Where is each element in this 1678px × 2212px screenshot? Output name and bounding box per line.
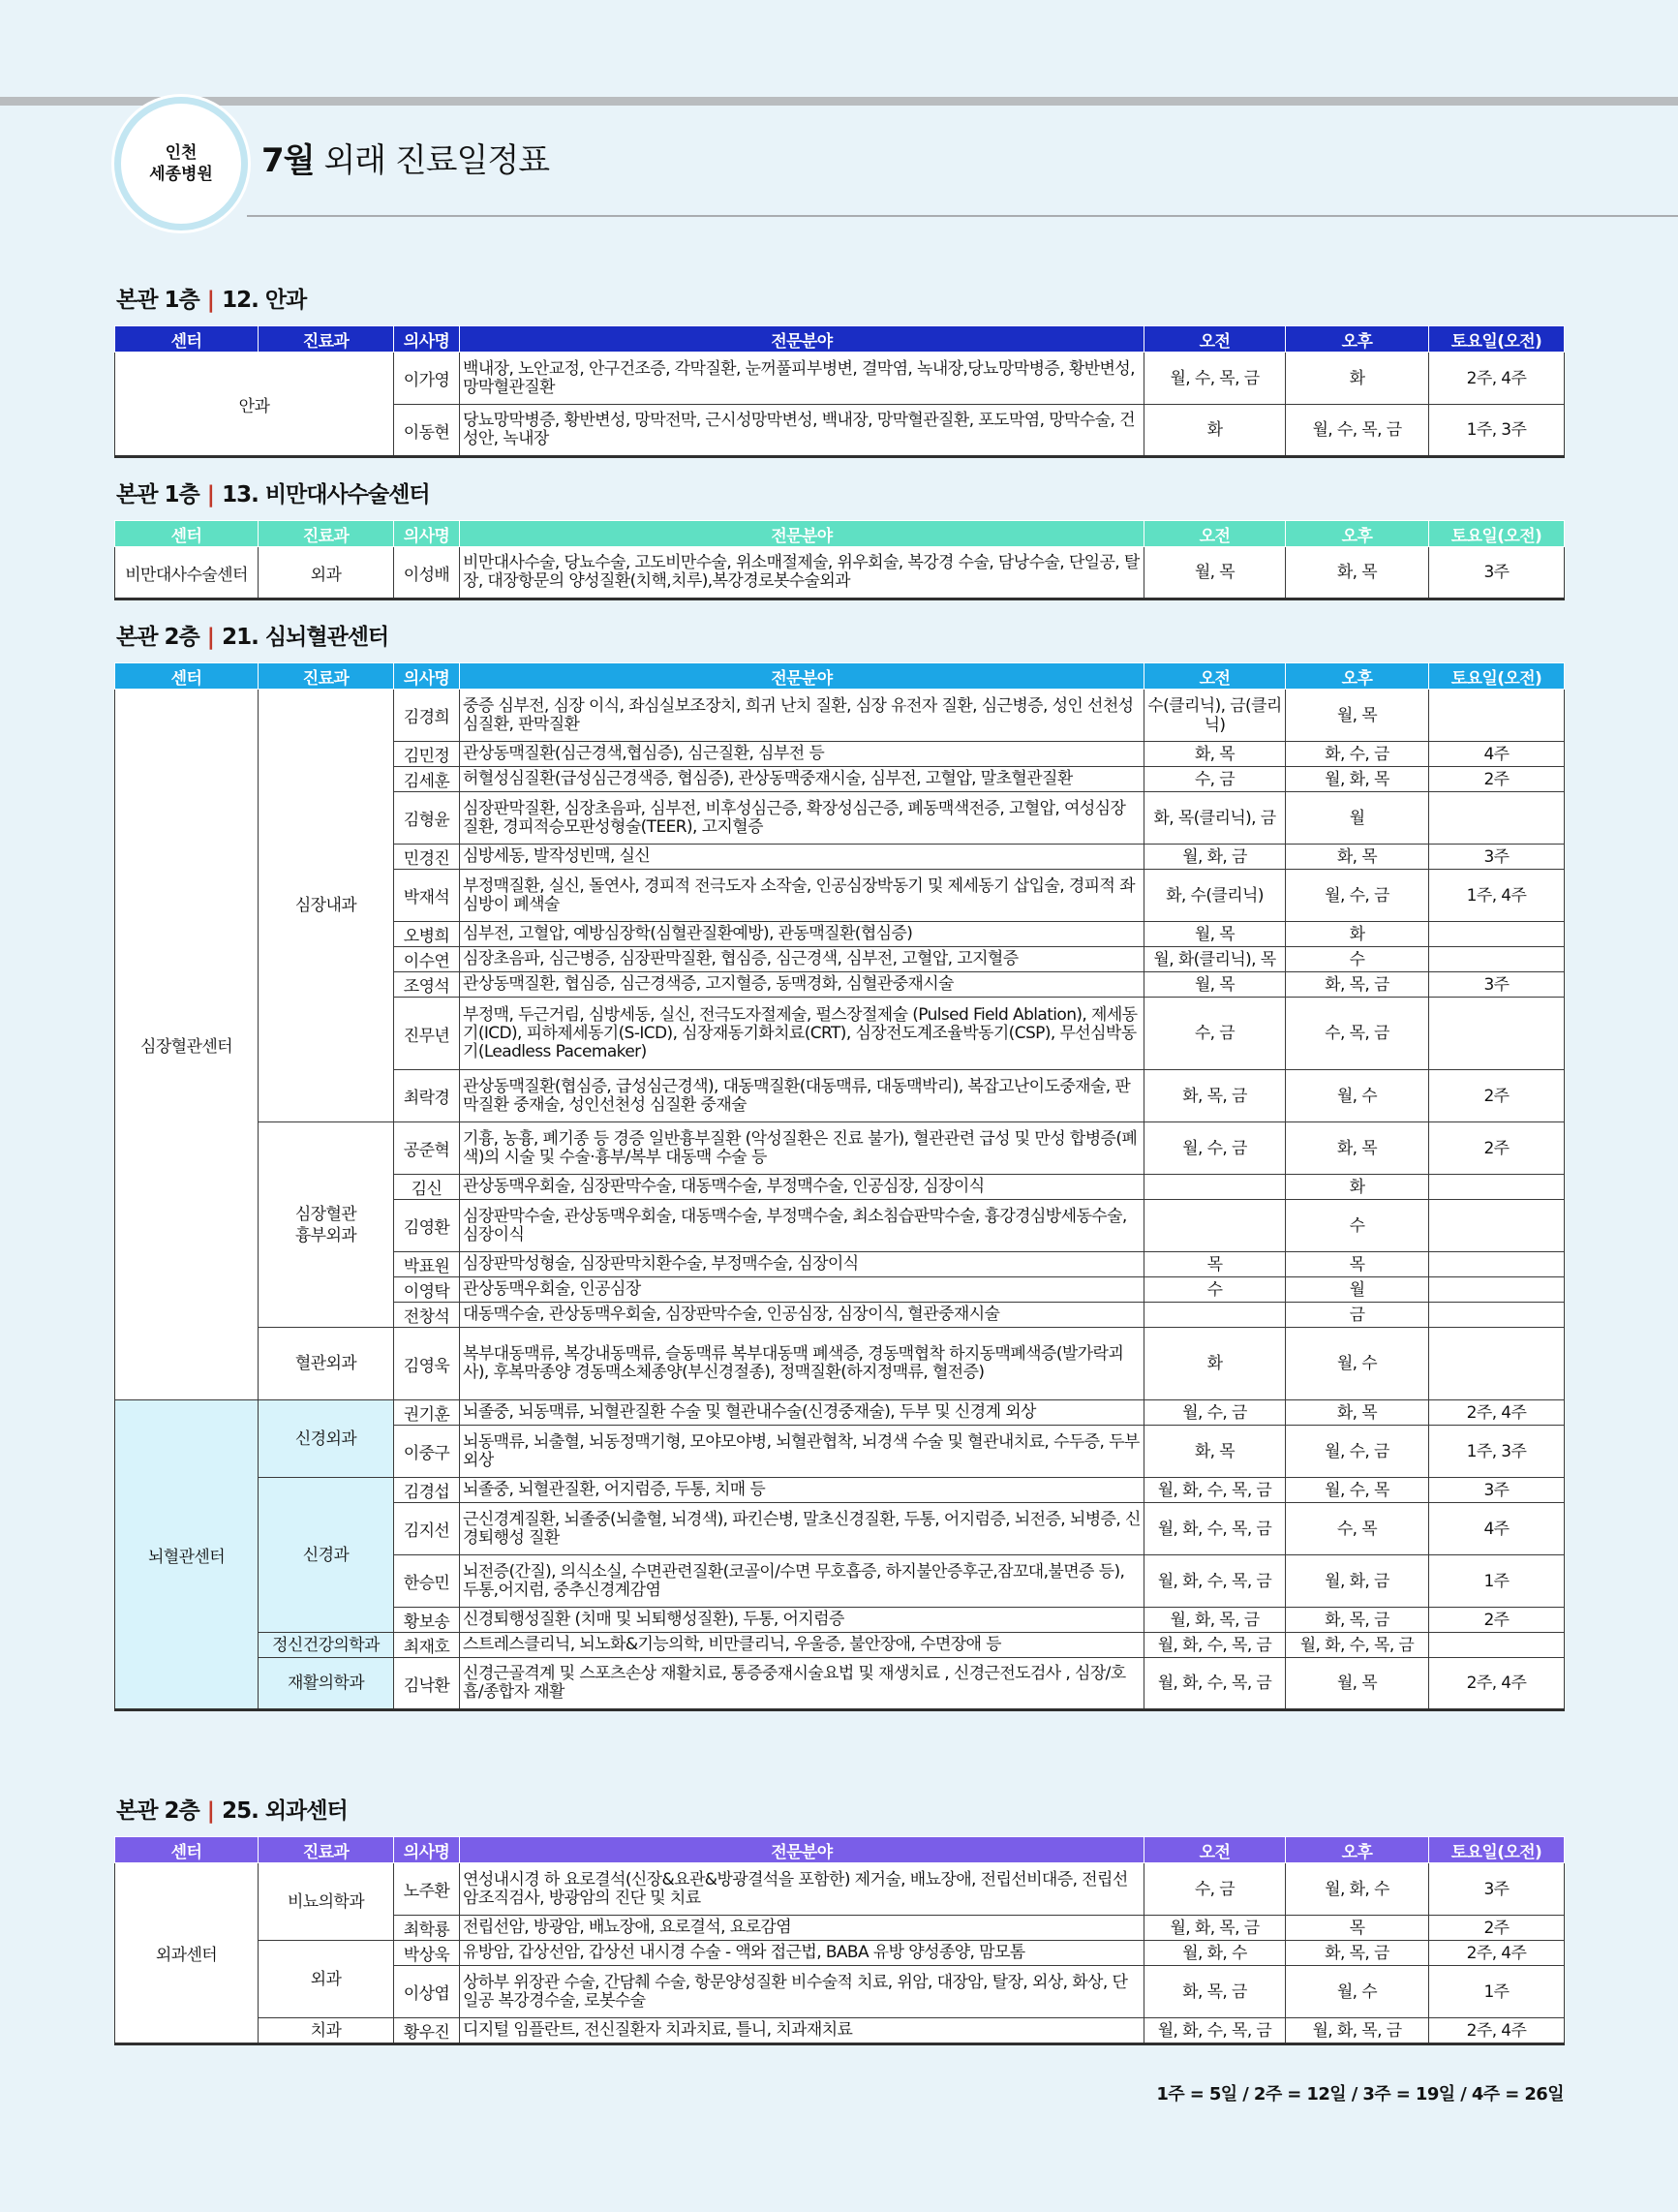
col-header: 센터: [115, 1837, 259, 1863]
col-header: 오후: [1286, 521, 1429, 547]
section-name: 12. 안과: [222, 288, 307, 313]
specialty: 관상동맥질환(협심증, 급성심근경색), 대동맥질환(대동맥류, 대동맥박리), 복잡고난이도중재술, 판막질환 중재술, 성인선천성 심질환 중재술: [460, 1070, 1144, 1122]
saturday-weeks: [1429, 792, 1565, 845]
saturday-weeks: [1429, 690, 1565, 742]
pm-days: 월, 화, 목: [1286, 767, 1429, 792]
pm-days: 화, 목: [1286, 1122, 1429, 1175]
table-header-row: [115, 521, 1565, 547]
dept-cell: 혈관외과: [259, 1328, 394, 1400]
col-header: 토요일(오전): [1429, 663, 1565, 690]
pm-days: 수, 목, 금: [1286, 998, 1429, 1070]
col-header: 의사명: [394, 521, 460, 547]
table-row: [115, 1941, 1565, 1966]
table-row: [115, 690, 1565, 742]
am-days: 화, 목, 금: [1144, 1070, 1286, 1122]
pm-days: 수: [1286, 1200, 1429, 1252]
saturday-weeks: [1429, 1303, 1565, 1328]
saturday-weeks: [1429, 1252, 1565, 1277]
am-days: 월, 화, 목, 금: [1144, 1916, 1286, 1941]
center-cell: 외과센터: [115, 1863, 259, 2044]
saturday-weeks: 1주: [1429, 1555, 1565, 1608]
saturday-weeks: 1주, 3주: [1429, 1426, 1565, 1478]
pm-days: 화, 수, 금: [1286, 742, 1429, 767]
pm-days: 월, 화, 수: [1286, 1863, 1429, 1916]
pm-days: 월, 목: [1286, 1658, 1429, 1710]
am-days: 화: [1144, 405, 1286, 457]
specialty: 전립선암, 방광암, 배뇨장애, 요로결석, 요로감염: [460, 1916, 1144, 1941]
specialty: 뇌졸중, 뇌혈관질환, 어지럼증, 두통, 치매 등: [460, 1478, 1144, 1503]
specialty: 허혈성심질환(급성심근경색증, 협심증), 관상동맥중재시술, 심부전, 고혈압, 말초혈관질환: [460, 767, 1144, 792]
col-header: 오후: [1286, 326, 1429, 353]
dept-cell: 심장혈관 흉부외과: [259, 1122, 394, 1328]
specialty: 부정맥질환, 실신, 돌연사, 경피적 전극도자 소작술, 인공심장박동기 및 제세동기 삽입술, 경피적 좌심방이 폐색술: [460, 870, 1144, 922]
saturday-weeks: 2주: [1429, 1070, 1565, 1122]
schedule-table-surgery: [114, 1836, 1565, 2045]
pm-days: 화, 목: [1286, 1400, 1429, 1426]
am-days: 화, 수(클리닉): [1144, 870, 1286, 922]
specialty: 관상동맥우회술, 심장판막수술, 대동맥수술, 부정맥수술, 인공심장, 심장이식: [460, 1175, 1144, 1200]
saturday-weeks: 3주: [1429, 547, 1565, 599]
pm-days: 화, 목, 금: [1286, 1608, 1429, 1633]
table-row: [115, 1478, 1565, 1503]
section-name: 25. 외과센터: [222, 1798, 348, 1824]
doctor-name: 김경섭: [394, 1478, 460, 1503]
doctor-name: 이영탁: [394, 1277, 460, 1303]
specialty: 상하부 위장관 수술, 간담췌 수술, 항문양성질환 비수술적 치료, 위암, 대장암, 탈장, 외상, 화상, 단일공 복강경수술, 로봇수술: [460, 1966, 1144, 2018]
title-text: 외래 진료일정표: [314, 141, 550, 180]
col-header: 센터: [115, 521, 259, 547]
saturday-weeks: 3주: [1429, 972, 1565, 998]
pm-days: 수, 목: [1286, 1503, 1429, 1555]
specialty: 뇌전증(간질), 의식소실, 수면관련질환(코골이/수면 무호흡증, 하지불안증후군,잠꼬대,불면증 등), 두통,어지럼, 중추신경계감염: [460, 1555, 1144, 1608]
am-days: 월, 화, 수, 목, 금: [1144, 2018, 1286, 2044]
specialty: 심장판막수술, 관상동맥우회술, 대동맥수술, 부정맥수술, 최소침습판막수술, 흉강경심방세동수술, 심장이식: [460, 1200, 1144, 1252]
pm-days: 수: [1286, 947, 1429, 972]
doctor-name: 김경희: [394, 690, 460, 742]
schedule-table-cardio-cerebro: [114, 662, 1565, 1711]
am-days: 월, 화, 수, 목, 금: [1144, 1555, 1286, 1608]
pm-days: 월, 수: [1286, 1070, 1429, 1122]
am-days: 화: [1144, 1328, 1286, 1400]
saturday-weeks: 3주: [1429, 1478, 1565, 1503]
page-title: [261, 134, 549, 181]
col-header: 전문분야: [460, 326, 1144, 353]
am-days: [1144, 1200, 1286, 1252]
am-days: 월, 화, 목, 금: [1144, 1608, 1286, 1633]
pm-days: 월, 화, 목, 금: [1286, 2018, 1429, 2044]
doctor-name: 박표원: [394, 1252, 460, 1277]
specialty: 뇌졸중, 뇌동맥류, 뇌혈관질환 수술 및 혈관내수술(신경중재술), 두부 및 신경계 외상: [460, 1400, 1144, 1426]
specialty: 관상동맥질환, 협심증, 심근경색증, 고지혈증, 동맥경화, 심혈관중재시술: [460, 972, 1144, 998]
pm-days: 월, 화, 수, 목, 금: [1286, 1633, 1429, 1658]
pm-days: 월, 수, 목, 금: [1286, 405, 1429, 457]
section-heading-bariatric: 본관 1층 | 13. 비만대사수술센터: [116, 482, 430, 507]
doctor-name: 이가영: [394, 353, 460, 405]
center-cell: 심장혈관센터: [115, 690, 259, 1400]
am-days: 월, 화, 수, 목, 금: [1144, 1503, 1286, 1555]
saturday-weeks: 2주: [1429, 767, 1565, 792]
specialty: 중증 심부전, 심장 이식, 좌심실보조장치, 희귀 난치 질환, 심장 유전자 질환, 심근병증, 성인 선천성 심질환, 판막질환: [460, 690, 1144, 742]
specialty: 관상동맥우회술, 인공심장: [460, 1277, 1144, 1303]
section-floor: 본관 1층: [116, 482, 199, 507]
specialty: 연성내시경 하 요로결석(신장&요관&방광결석을 포함한) 제거술, 배뇨장애, 전립선비대증, 전립선암조직검사, 방광암의 진단 및 치료: [460, 1863, 1144, 1916]
am-days: 수, 금: [1144, 1863, 1286, 1916]
doctor-name: 이상엽: [394, 1966, 460, 2018]
am-days: 화, 목: [1144, 742, 1286, 767]
col-header: 전문분야: [460, 521, 1144, 547]
saturday-weeks: 2주: [1429, 1608, 1565, 1633]
doctor-name: 김민정: [394, 742, 460, 767]
am-days: 월, 화(클리닉), 목: [1144, 947, 1286, 972]
doctor-name: 김영환: [394, 1200, 460, 1252]
saturday-weeks: 1주: [1429, 1966, 1565, 2018]
col-header: 진료과: [259, 1837, 394, 1863]
doctor-name: 최학룡: [394, 1916, 460, 1941]
doctor-name: 김낙환: [394, 1658, 460, 1710]
title-month: 7월: [261, 141, 315, 180]
table-row: [115, 547, 1565, 599]
table-row: [115, 1328, 1565, 1400]
logo-line1: 인천: [165, 143, 198, 163]
specialty: 백내장, 노안교정, 안구건조증, 각막질환, 눈꺼풀피부병변, 결막염, 녹내장,당뇨망막병증, 황반변성, 망막혈관질환: [460, 353, 1144, 405]
doctor-name: 오병희: [394, 922, 460, 947]
pm-days: 월, 수: [1286, 1966, 1429, 2018]
saturday-weeks: [1429, 922, 1565, 947]
saturday-weeks: [1429, 947, 1565, 972]
saturday-weeks: 3주: [1429, 845, 1565, 870]
specialty: 디지털 임플란트, 전신질환자 치과치료, 틀니, 치과재치료: [460, 2018, 1144, 2044]
title-divider: [247, 215, 1678, 217]
am-days: 수, 금: [1144, 998, 1286, 1070]
doctor-name: 전창석: [394, 1303, 460, 1328]
doctor-name: 최재호: [394, 1633, 460, 1658]
col-header: 진료과: [259, 663, 394, 690]
am-days: [1144, 1175, 1286, 1200]
pm-days: 화, 목, 금: [1286, 1941, 1429, 1966]
am-days: 월, 수, 금: [1144, 1400, 1286, 1426]
dept-cell: 치과: [259, 2018, 394, 2044]
doctor-name: 김지선: [394, 1503, 460, 1555]
col-header: 오전: [1144, 1837, 1286, 1863]
logo-line2: 세종병원: [149, 165, 213, 184]
col-header: 전문분야: [460, 1837, 1144, 1863]
hospital-logo: [114, 97, 248, 230]
specialty: 유방암, 갑상선암, 갑상선 내시경 수술 - 액와 접근법, BABA 유방 양성종양, 맘모톰: [460, 1941, 1144, 1966]
footnote: 1주 = 5일 / 2주 = 12일 / 3주 = 19일 / 4주 = 26일: [1156, 2084, 1564, 2104]
pm-days: 화, 목, 금: [1286, 972, 1429, 998]
pm-days: 화: [1286, 353, 1429, 405]
doctor-name: 민경진: [394, 845, 460, 870]
col-header: 오전: [1144, 326, 1286, 353]
center-cell: 안과: [115, 353, 394, 457]
saturday-weeks: 1주, 4주: [1429, 870, 1565, 922]
am-days: 월, 화, 수, 목, 금: [1144, 1658, 1286, 1710]
section-heading-cardio-cerebro: 본관 2층 | 21. 심뇌혈관센터: [116, 625, 389, 650]
dept-cell: 재활의학과: [259, 1658, 394, 1710]
col-header: 토요일(오전): [1429, 1837, 1565, 1863]
doctor-name: 박상욱: [394, 1941, 460, 1966]
saturday-weeks: 4주: [1429, 1503, 1565, 1555]
pm-days: 월, 수, 금: [1286, 870, 1429, 922]
dept-cell: 외과: [259, 547, 394, 599]
col-header: 진료과: [259, 521, 394, 547]
center-cell: 뇌혈관센터: [115, 1400, 259, 1710]
saturday-weeks: 2주, 4주: [1429, 1658, 1565, 1710]
am-days: 월, 수, 금: [1144, 1122, 1286, 1175]
col-header: 의사명: [394, 1837, 460, 1863]
col-header: 오전: [1144, 663, 1286, 690]
doctor-name: 황보송: [394, 1608, 460, 1633]
am-days: [1144, 1303, 1286, 1328]
doctor-name: 이수연: [394, 947, 460, 972]
saturday-weeks: 2주, 4주: [1429, 353, 1565, 405]
section-name: 21. 심뇌혈관센터: [222, 625, 389, 650]
pm-days: 화: [1286, 922, 1429, 947]
am-days: 화, 목: [1144, 1426, 1286, 1478]
section-heading-surgery: 본관 2층 | 25. 외과센터: [116, 1798, 348, 1824]
doctor-name: 한승민: [394, 1555, 460, 1608]
am-days: 월, 화, 수, 목, 금: [1144, 1633, 1286, 1658]
doctor-name: 이성배: [394, 547, 460, 599]
doctor-name: 김영욱: [394, 1328, 460, 1400]
specialty: 심장판막질환, 심장초음파, 심부전, 비후성심근증, 확장성심근증, 폐동맥색전증, 고혈압, 여성심장질환, 경피적승모판성형술(TEER), 고지혈증: [460, 792, 1144, 845]
doctor-name: 진무년: [394, 998, 460, 1070]
specialty: 근신경계질환, 뇌졸중(뇌출혈, 뇌경색), 파킨슨병, 말초신경질환, 두통, 어지럼증, 뇌전증, 뇌병증, 신경퇴행성 질환: [460, 1503, 1144, 1555]
pm-days: 목: [1286, 1916, 1429, 1941]
specialty: 기흉, 농흉, 폐기종 등 경증 일반흉부질환 (악성질환은 진료 불가), 혈관관련 급성 및 만성 합병증(폐색)의 시술 및 수술·흉부/복부 대동맥 수술 등: [460, 1122, 1144, 1175]
specialty: 스트레스클리닉, 뇌노화&기능의학, 비만클리닉, 우울증, 불안장애, 수면장애 등: [460, 1633, 1144, 1658]
pm-days: 화, 목: [1286, 845, 1429, 870]
specialty: 심방세동, 발작성빈맥, 실신: [460, 845, 1144, 870]
saturday-weeks: 2주: [1429, 1122, 1565, 1175]
section-floor: 본관 1층: [116, 288, 199, 313]
col-header: 오후: [1286, 1837, 1429, 1863]
table-header-row: [115, 326, 1565, 353]
am-days: 월, 화, 수, 목, 금: [1144, 1478, 1286, 1503]
table-row: [115, 1400, 1565, 1426]
section-floor: 본관 2층: [116, 625, 199, 650]
saturday-weeks: 2주: [1429, 1916, 1565, 1941]
specialty: 당뇨망막병증, 황반변성, 망막전막, 근시성망막변성, 백내장, 망막혈관질환, 포도막염, 망막수술, 건성안, 녹내장: [460, 405, 1144, 457]
specialty: 신경퇴행성질환 (치매 및 뇌퇴행성질환), 두통, 어지럼증: [460, 1608, 1144, 1633]
specialty: 심장초음파, 심근병증, 심장판막질환, 협심증, 심근경색, 심부전, 고혈압, 고지혈증: [460, 947, 1144, 972]
pm-days: 월: [1286, 792, 1429, 845]
table-row: [115, 1658, 1565, 1710]
table-header-row: [115, 1837, 1565, 1863]
col-header: 오전: [1144, 521, 1286, 547]
doctor-name: 노주환: [394, 1863, 460, 1916]
table-row: [115, 1122, 1565, 1175]
col-header: 토요일(오전): [1429, 326, 1565, 353]
col-header: 진료과: [259, 326, 394, 353]
pm-days: 월, 수, 금: [1286, 1426, 1429, 1478]
col-header: 전문분야: [460, 663, 1144, 690]
am-days: 월, 화, 금: [1144, 845, 1286, 870]
dept-cell: 신경외과: [259, 1400, 394, 1478]
specialty: 신경근골격계 및 스포츠손상 재활치료, 통증중재시술요법 및 재생치료 , 신경근전도검사 , 심장/호흡/종합자 재활: [460, 1658, 1144, 1710]
dept-cell: 비뇨의학과: [259, 1863, 394, 1941]
center-cell: 비만대사수술센터: [115, 547, 259, 599]
doctor-name: 이동현: [394, 405, 460, 457]
specialty: 심부전, 고혈압, 예방심장학(심혈관질환예방), 관동맥질환(협심증): [460, 922, 1144, 947]
am-days: 월, 수, 목, 금: [1144, 353, 1286, 405]
saturday-weeks: 2주, 4주: [1429, 2018, 1565, 2044]
pm-days: 월, 수: [1286, 1328, 1429, 1400]
pm-days: 월: [1286, 1277, 1429, 1303]
pm-days: 금: [1286, 1303, 1429, 1328]
saturday-weeks: [1429, 1175, 1565, 1200]
col-header: 토요일(오전): [1429, 521, 1565, 547]
am-days: 수(클리닉), 금(클리닉): [1144, 690, 1286, 742]
saturday-weeks: 4주: [1429, 742, 1565, 767]
am-days: 월, 목: [1144, 972, 1286, 998]
saturday-weeks: [1429, 1328, 1565, 1400]
schedule-table-ophthalmology: [114, 325, 1565, 458]
am-days: 월, 목: [1144, 547, 1286, 599]
doctor-name: 최락경: [394, 1070, 460, 1122]
doctor-name: 김형윤: [394, 792, 460, 845]
saturday-weeks: 1주, 3주: [1429, 405, 1565, 457]
table-header-row: [115, 663, 1565, 690]
saturday-weeks: [1429, 998, 1565, 1070]
saturday-weeks: 2주, 4주: [1429, 1941, 1565, 1966]
table-row: [115, 353, 1565, 405]
table-row: [115, 1633, 1565, 1658]
doctor-name: 김신: [394, 1175, 460, 1200]
specialty: 비만대사수술, 당뇨수술, 고도비만수술, 위소매절제술, 위우회술, 복강경 수술, 담낭수술, 단일공, 탈장, 대장항문의 양성질환(치핵,치루),복강경로봇수술외과: [460, 547, 1144, 599]
dept-cell: 신경과: [259, 1478, 394, 1633]
saturday-weeks: [1429, 1277, 1565, 1303]
col-header: 센터: [115, 326, 259, 353]
pm-days: 화, 목: [1286, 547, 1429, 599]
doctor-name: 공준혁: [394, 1122, 460, 1175]
am-days: 화, 목, 금: [1144, 1966, 1286, 2018]
pm-days: 월, 화, 금: [1286, 1555, 1429, 1608]
saturday-weeks: 2주, 4주: [1429, 1400, 1565, 1426]
specialty: 복부대동맥류, 복강내동맥류, 슬동맥류 복부대동맥 폐색증, 경동맥협착 하지동맥폐색증(발가락괴사), 후복막종양 경동맥소체종양(부신경절종), 정맥질환(하지정맥류, 혈전증): [460, 1328, 1144, 1400]
section-floor: 본관 2층: [116, 1798, 199, 1824]
dept-cell: 심장내과: [259, 690, 394, 1122]
dept-cell: 외과: [259, 1941, 394, 2018]
doctor-name: 박재석: [394, 870, 460, 922]
specialty: 관상동맥질환(심근경색,협심증), 심근질환, 심부전 등: [460, 742, 1144, 767]
dept-cell: 정신건강의학과: [259, 1633, 394, 1658]
col-header: 센터: [115, 663, 259, 690]
pm-days: 월, 목: [1286, 690, 1429, 742]
schedule-table-bariatric: [114, 520, 1565, 600]
saturday-weeks: 3주: [1429, 1863, 1565, 1916]
pm-days: 월, 수, 목: [1286, 1478, 1429, 1503]
doctor-name: 권기훈: [394, 1400, 460, 1426]
section-heading-ophthalmology: 본관 1층 | 12. 안과: [116, 288, 307, 313]
header-bar: [0, 97, 1678, 106]
specialty: 대동맥수술, 관상동맥우회술, 심장판막수술, 인공심장, 심장이식, 혈관중재시술: [460, 1303, 1144, 1328]
col-header: 오후: [1286, 663, 1429, 690]
saturday-weeks: [1429, 1200, 1565, 1252]
am-days: 수, 금: [1144, 767, 1286, 792]
doctor-name: 이중구: [394, 1426, 460, 1478]
table-row: [115, 2018, 1565, 2044]
specialty: 심장판막성형술, 심장판막치환수술, 부정맥수술, 심장이식: [460, 1252, 1144, 1277]
table-row: [115, 1863, 1565, 1916]
specialty: 뇌동맥류, 뇌출혈, 뇌동정맥기형, 모야모야병, 뇌혈관협착, 뇌경색 수술 및 혈관내치료, 수두증, 두부외상: [460, 1426, 1144, 1478]
am-days: 수: [1144, 1277, 1286, 1303]
am-days: 월, 목: [1144, 922, 1286, 947]
pm-days: 목: [1286, 1252, 1429, 1277]
specialty: 부정맥, 두근거림, 심방세동, 실신, 전극도자절제술, 펄스장절제술 (Pulsed Field Ablation), 제세동기(ICD), 피하제세동기(S-ICD), 심장재동기화치료(CRT), 심장전도계조율박동기(CSP), 무선심박동기(Leadless Pacemaker): [460, 998, 1144, 1070]
am-days: 화, 목(클리닉), 금: [1144, 792, 1286, 845]
pm-days: 화: [1286, 1175, 1429, 1200]
doctor-name: 조영석: [394, 972, 460, 998]
saturday-weeks: [1429, 1633, 1565, 1658]
col-header: 의사명: [394, 663, 460, 690]
doctor-name: 황우진: [394, 2018, 460, 2044]
col-header: 의사명: [394, 326, 460, 353]
section-name: 13. 비만대사수술센터: [222, 482, 430, 507]
am-days: 목: [1144, 1252, 1286, 1277]
doctor-name: 김세훈: [394, 767, 460, 792]
am-days: 월, 화, 수: [1144, 1941, 1286, 1966]
